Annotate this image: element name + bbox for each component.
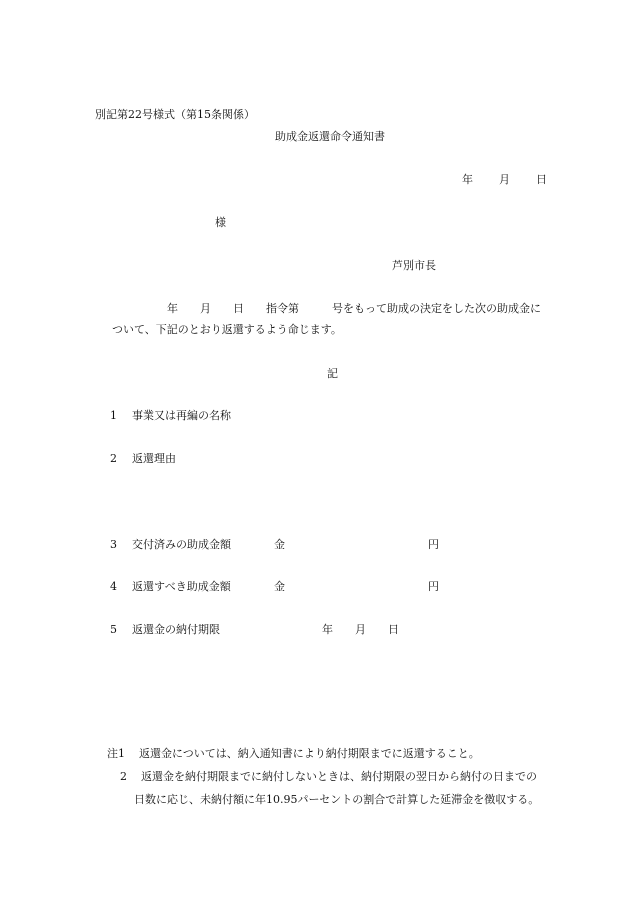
deadline-date: 年 月 日	[322, 623, 399, 636]
item-number: 2	[110, 452, 117, 465]
amount-suffix: 円	[428, 580, 439, 593]
item-5	[110, 623, 220, 637]
note-text: 返還金については、納入通知書により納付期限までに返還すること。	[139, 747, 480, 760]
item-label: 返還金の納付期限	[132, 623, 220, 636]
item-number: 4	[110, 580, 117, 593]
item-number: 5	[110, 623, 117, 636]
sender-name: 芦別市長	[392, 259, 436, 272]
document-title: 助成金返還命令通知書	[275, 130, 385, 143]
note-2	[120, 770, 537, 784]
issue-date	[462, 173, 547, 187]
form-number: 別記第22号様式（第15条関係）	[95, 108, 255, 121]
date-year-label: 年	[462, 173, 473, 186]
item-label: 返還理由	[132, 452, 176, 465]
note-1	[107, 747, 480, 761]
note-text: 返還金を納付期限までに納付しないときは、納付期限の翌日から納付の日までの	[141, 770, 537, 783]
item-4	[110, 580, 231, 594]
body-text-line-2: ついて、下記のとおり返還するよう命じます。	[112, 323, 342, 336]
item-label: 事業又は再編の名称	[132, 409, 231, 422]
item-2	[110, 452, 176, 466]
item-3	[110, 538, 231, 552]
note-2-continuation: 日数に応じ、未納付額に年10.95パーセントの割合で計算した延滞金を徴収する。	[134, 793, 540, 806]
addressee-suffix: 様	[215, 216, 226, 229]
ki-heading: 記	[327, 367, 338, 380]
note-label: 注	[107, 747, 118, 760]
amount-prefix: 金	[274, 538, 285, 551]
date-day-label: 日	[536, 173, 547, 186]
note-number: 1	[118, 747, 125, 760]
body-text-line-1: 年 月 日 指令第 号をもって助成の決定をした次の助成金に	[167, 302, 541, 315]
item-1	[110, 409, 231, 423]
item-number: 1	[110, 409, 117, 422]
item-number: 3	[110, 538, 117, 551]
item-label: 返還すべき助成金額	[132, 580, 231, 593]
amount-prefix: 金	[274, 580, 285, 593]
note-number: 2	[120, 770, 127, 783]
item-label: 交付済みの助成金額	[132, 538, 231, 551]
amount-suffix: 円	[428, 538, 439, 551]
date-month-label: 月	[499, 173, 510, 186]
